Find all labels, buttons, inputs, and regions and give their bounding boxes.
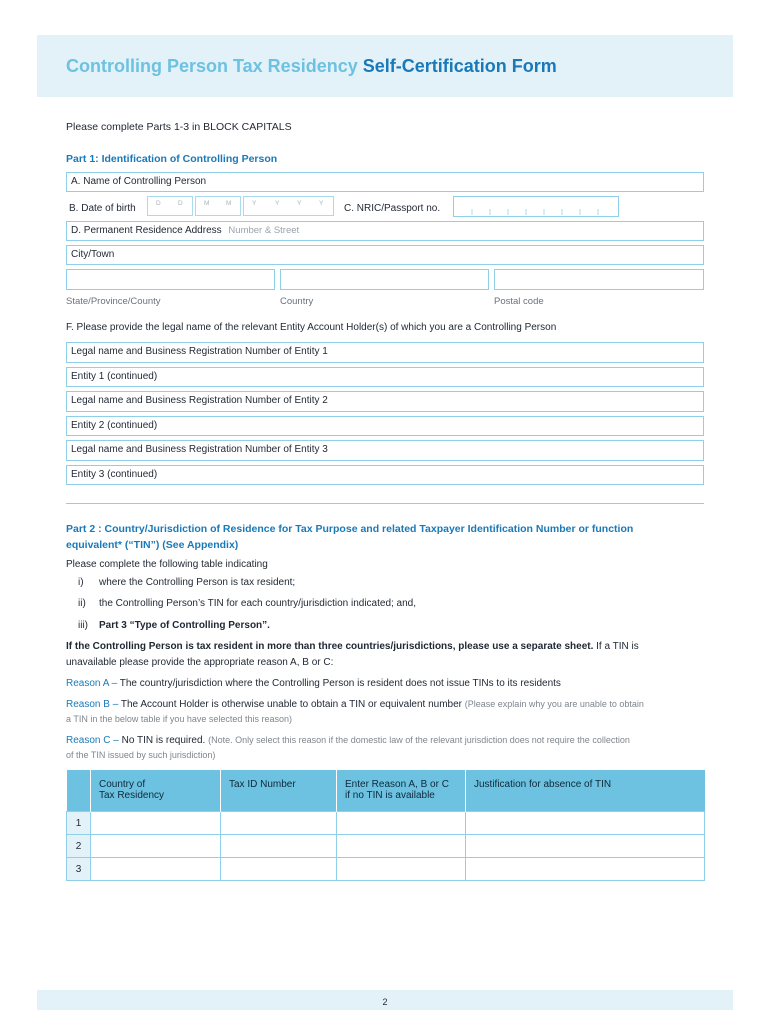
entity-3-label: Legal name and Business Registration Number of Entity 3 — [71, 444, 328, 455]
tax-id-cell[interactable] — [221, 835, 337, 858]
entity-3-continued-field[interactable] — [66, 465, 704, 485]
tax-id-cell[interactable] — [221, 858, 337, 881]
postal-code-field[interactable] — [494, 269, 704, 290]
reason-c-note-line2: of the TIN issued by such jurisdiction) — [66, 750, 216, 760]
table-row — [67, 858, 705, 881]
dob-y4: Y — [319, 200, 324, 207]
dob-year-field[interactable] — [243, 196, 334, 216]
entity-1-continued-label: Entity 1 (continued) — [71, 371, 158, 382]
country-label: Country — [280, 296, 314, 307]
country-cell[interactable] — [91, 812, 221, 835]
row-number: 2 — [67, 835, 91, 858]
page-title: Controlling Person Tax Residency Self-Certification Form — [66, 56, 557, 76]
tin-header-country: Country of Tax Residency — [91, 770, 221, 812]
row-number: 3 — [67, 858, 91, 881]
item-1-num: i) — [78, 577, 84, 588]
state-field[interactable] — [66, 269, 275, 290]
part1-heading: Part 1: Identification of Controlling Person — [66, 153, 278, 165]
row-number: 1 — [67, 812, 91, 835]
nric-char-ticks — [454, 197, 618, 216]
city-field[interactable] — [66, 245, 704, 265]
tax-id-cell[interactable] — [221, 812, 337, 835]
dob-m1: M — [204, 200, 210, 207]
reason-c-note: (Note. Only select this reason if the domestic law of the relevant jurisdiction does not require the collection — [208, 735, 630, 745]
entity-2-field[interactable] — [66, 391, 704, 412]
reason-a-text: The country/jurisdiction where the Controlling Person is resident does not issue TINs to its residents — [119, 678, 561, 689]
address-label: D. Permanent Residence Address — [71, 225, 222, 236]
reason-c-label: Reason C – — [66, 735, 119, 746]
nric-field[interactable] — [453, 196, 619, 217]
dob-y2: Y — [275, 200, 280, 207]
dob-m2: M — [226, 200, 232, 207]
nric-label: C. NRIC/Passport no. — [344, 203, 441, 214]
entity-2-continued-field[interactable] — [66, 416, 704, 436]
part2-heading-line2: equivalent* (“TIN”) (See Appendix) — [66, 539, 239, 551]
entity-2-continued-label: Entity 2 (continued) — [71, 420, 158, 431]
reason-cell[interactable] — [337, 812, 466, 835]
justification-cell[interactable] — [466, 835, 705, 858]
tin-table-header-row — [67, 770, 705, 812]
reason-b-note: (Please explain why you are unable to obtain — [464, 699, 644, 709]
instructions: Please complete Parts 1-3 in BLOCK CAPITALS — [66, 121, 292, 133]
entity-2-label: Legal name and Business Registration Number of Entity 2 — [71, 395, 328, 406]
part2-heading-line1: Part 2 : Country/Jurisdiction of Residence for Tax Purpose and related Taxpayer Identification Number or function — [66, 523, 634, 535]
entity-1-continued-field[interactable] — [66, 367, 704, 387]
item-1-text: where the Controlling Person is tax resident; — [99, 577, 296, 588]
entity-1-field[interactable] — [66, 342, 704, 363]
reason-cell[interactable] — [337, 835, 466, 858]
address-hint: Number & Street — [228, 225, 300, 236]
multi-country-note-bold: If the Controlling Person is tax resident in more than three countries/jurisdictions, please use a separate sheet. — [66, 641, 594, 652]
item-3-num: iii) — [78, 620, 88, 631]
name-label: A. Name of Controlling Person — [71, 176, 207, 187]
reason-b-text: The Account Holder is otherwise unable to obtain a TIN or equivalent number — [120, 699, 462, 710]
table-row — [67, 812, 705, 835]
entity-3-field[interactable] — [66, 440, 704, 461]
multi-country-note-rest: If a TIN is — [596, 641, 639, 652]
tin-header-num — [67, 770, 91, 812]
table-row — [67, 835, 705, 858]
country-cell[interactable] — [91, 858, 221, 881]
reason-b-label: Reason B – — [66, 699, 119, 710]
tin-header-justification: Justification for absence of TIN — [466, 770, 705, 812]
item-2-text: the Controlling Person’s TIN for each country/jurisdiction indicated; and, — [99, 598, 417, 609]
item-2-num: ii) — [78, 598, 86, 609]
reason-b — [66, 699, 644, 710]
reason-a — [66, 678, 561, 689]
tin-header-reason: Enter Reason A, B or C if no TIN is available — [337, 770, 466, 812]
reason-b-note-line2: a TIN in the below table if you have selected this reason) — [66, 714, 292, 724]
address-field[interactable] — [66, 221, 704, 241]
dob-y3: Y — [297, 200, 302, 207]
reason-cell[interactable] — [337, 858, 466, 881]
name-field[interactable] — [66, 172, 704, 192]
postal-code-label: Postal code — [494, 296, 544, 307]
reason-a-label: Reason A – — [66, 678, 118, 689]
dob-d1: D — [156, 200, 161, 207]
dob-day-field[interactable] — [147, 196, 193, 216]
multi-country-note — [66, 641, 639, 652]
justification-cell[interactable] — [466, 812, 705, 835]
country-cell[interactable] — [91, 835, 221, 858]
section-divider — [66, 503, 704, 504]
item-3-text: Part 3 “Type of Controlling Person”. — [99, 620, 270, 631]
entity-question: F. Please provide the legal name of the relevant Entity Account Holder(s) of which you are a Controlling Person — [66, 322, 557, 333]
part2-intro: Please complete the following table indicating — [66, 559, 268, 570]
reason-c — [66, 735, 630, 746]
dob-label: B. Date of birth — [69, 203, 136, 214]
justification-cell[interactable] — [466, 858, 705, 881]
entity-3-continued-label: Entity 3 (continued) — [71, 469, 158, 480]
dob-y1: Y — [252, 200, 257, 207]
entity-1-label: Legal name and Business Registration Number of Entity 1 — [71, 346, 328, 357]
state-label: State/Province/County — [66, 296, 161, 307]
tin-header-tax-id: Tax ID Number — [221, 770, 337, 812]
multi-country-note-line2: unavailable please provide the appropriate reason A, B or C: — [66, 657, 334, 668]
dob-month-field[interactable] — [195, 196, 241, 216]
city-label: City/Town — [71, 249, 115, 260]
tin-table — [66, 770, 705, 881]
page-number: 2 — [382, 997, 388, 1007]
dob-d2: D — [178, 200, 183, 207]
reason-c-text: No TIN is required. — [121, 735, 206, 746]
country-field[interactable] — [280, 269, 489, 290]
